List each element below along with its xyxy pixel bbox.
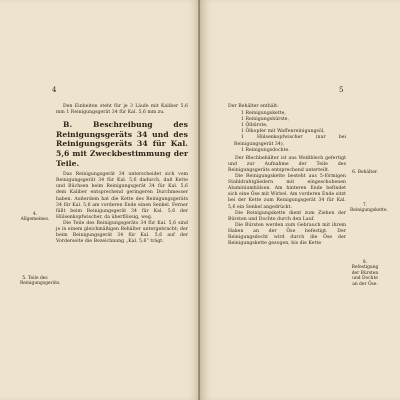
list-item: 1 Reinigungsbürste,: [241, 117, 290, 123]
left-margin-note-2: 5. Teile des Reinigungsgeräts.: [20, 276, 61, 287]
left-paragraph-2: Die Teile des Reinigungsgeräts 34 für Kal. 5,6 sind je in einem gleichmäßigen Behälter untergebracht; der beim Reinigungsgerät 34 für Kal. 5,6 auf der Vorderseite die Bezeichnung „Kal. 5,6“ trägt.: [56, 220, 188, 245]
list-item: 1 Ölkopfer mit Waffenreinigungsöl,: [241, 129, 325, 135]
list-item: 1 Hülsenkopfwischer (nur bei Reinigungsgerät 34),: [234, 135, 346, 147]
right-paragraph-3: Die Reinigungskette dient zum Ziehen der Bürsten und Dochte durch den Lauf.: [228, 210, 346, 222]
list-item: 1 Ölbürste,: [241, 123, 268, 129]
right-margin-note-1: 6. Behälter.: [352, 170, 378, 175]
contents-list: [228, 111, 346, 154]
right-margin-note-3: 8. Befestigung der Bürsten und Dochte an der Öse.: [351, 260, 379, 287]
section-heading-block: [56, 120, 188, 168]
list-item: 1 Reinigungskette,: [241, 111, 286, 117]
left-margin-note-1: 4. Allgemeines.: [20, 212, 50, 223]
right-paragraph-2: Die Reinigungskette besteht aus 5-förmigen Stahldrahtgliedern mit eingeschobenen Aluminiumhülsen. Am hinteren Ende befindet sich eine Öse mit Wirbel. Am vorderen Ende sitzt bei der Kette zum Reinigungsgerät 34 für Kal. 5,6 ein Senkel angedrückt.: [228, 174, 346, 210]
right-page: [200, 0, 400, 400]
page-number-right: 5: [339, 86, 344, 94]
section-heading: B. Beschreibung des Reinigungsgeräts 34 und des Reinigungsgeräts 34 für Kal. 5,6 mit Zweckbestimmung der Teile.: [56, 120, 188, 168]
left-paragraph-1: Das Reinigungsgerät 34 unterscheidet sich vom Reinigungsgerät 34 für Kal. 5,6 dadurch, daß Kette und Büchsen beim Reinigungsgerät 34 für Kal. 5,6 dem Kaliber entsprechend geringeren Durchmesser haben. Außerdem hat die Kette des Reinigungsgeräts 34 für Kal. 5,6 am vorderen Ende einen Senkel. Ferner fällt beim Reinigungsgerät 34 für Kal. 5,6 der Hülsenkopfwischer, da überflüssig, weg.: [56, 172, 188, 220]
list-item: 1 Reinigungsdochte.: [241, 147, 290, 153]
right-page-body: [228, 104, 346, 247]
right-intro: Der Behälter enthält:: [228, 104, 279, 109]
right-margin-note-2: 7. Reinigungskette.: [350, 203, 388, 214]
page-number-left: 4: [52, 86, 57, 94]
right-paragraph-4: Die Bürsten werden zum Gebrauch mit ihrem Haken an der Öse befestigt. Der Reinigungsdocht wird durch die Öse der Reinigungskette gezogen, bis die Kette: [228, 222, 346, 247]
left-page-body: [56, 104, 188, 245]
right-paragraph-1: Der Blechbehälter ist aus Weißblech gefertigt und zur Aufnahme der Teile des Reinigungsgeräts entsprechend unterteilt.: [228, 155, 346, 173]
left-intro-paragraph: Den Einheiten steht für je 3 Läufe mit Kaliber 5,6 mm 1 Reinigungsgerät 34 für Kal. 5,6 mm zu.: [56, 104, 188, 116]
